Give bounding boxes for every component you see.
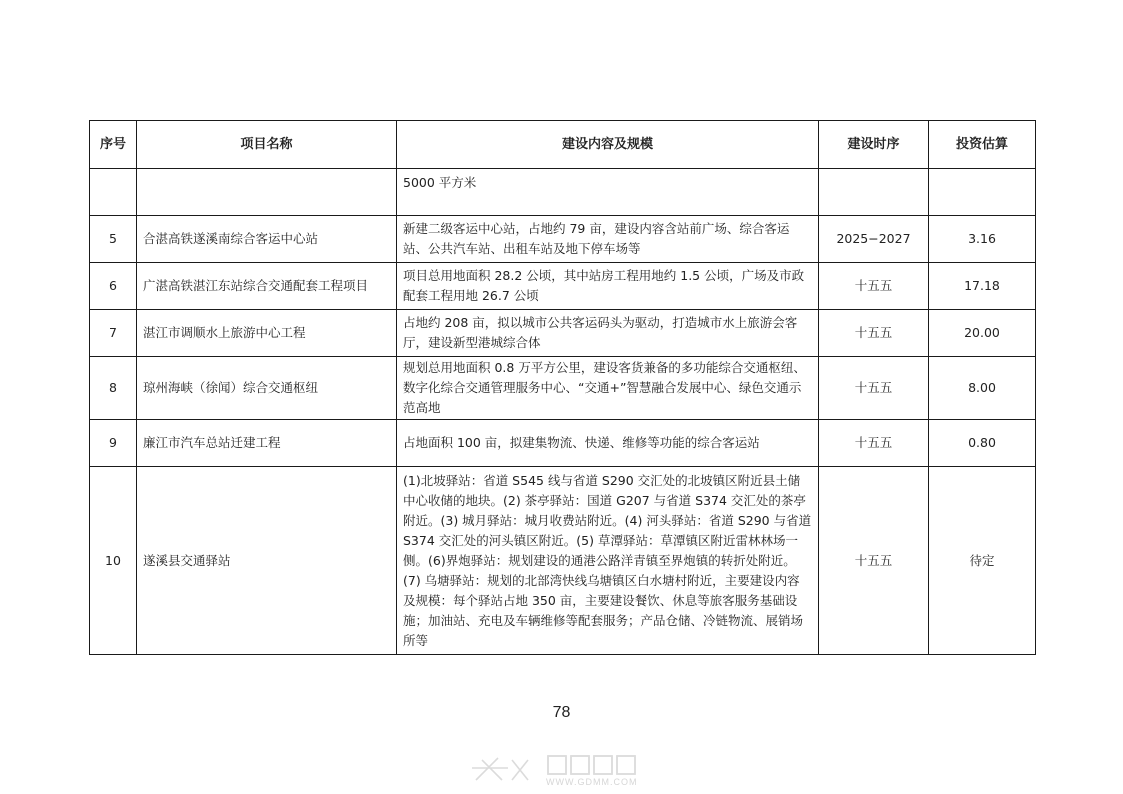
row-no: 6 bbox=[90, 263, 137, 310]
row-no: 8 bbox=[90, 357, 137, 420]
row-investment: 20.00 bbox=[929, 310, 1036, 357]
row-investment: 8.00 bbox=[929, 357, 1036, 420]
row-project-name: 廉江市汽车总站迁建工程 bbox=[137, 420, 397, 467]
header-content-scale: 建设内容及规模 bbox=[397, 121, 819, 169]
watermark-url: WWW.GDMM.COM bbox=[546, 777, 638, 787]
row-no: 7 bbox=[90, 310, 137, 357]
row-period: 十五五 bbox=[819, 263, 929, 310]
row-period: 十五五 bbox=[819, 420, 929, 467]
row-content: 5000 平方米 bbox=[397, 169, 819, 216]
row-project-name: 琼州海峡（徐闻）综合交通枢纽 bbox=[137, 357, 397, 420]
table-row bbox=[90, 357, 1036, 420]
row-investment: 17.18 bbox=[929, 263, 1036, 310]
row-investment bbox=[929, 169, 1036, 216]
table-header-row bbox=[90, 121, 1036, 169]
row-period: 十五五 bbox=[819, 357, 929, 420]
page-number: 78 bbox=[552, 704, 571, 721]
row-project-name: 湛江市调顺水上旅游中心工程 bbox=[137, 310, 397, 357]
row-project-name: 广湛高铁湛江东站综合交通配套工程项目 bbox=[137, 263, 397, 310]
row-content: 占地面积 100 亩，拟建集物流、快递、维修等功能的综合客运站 bbox=[397, 420, 819, 467]
row-no bbox=[90, 169, 137, 216]
project-table bbox=[89, 120, 1036, 655]
table-row bbox=[90, 216, 1036, 263]
row-investment: 待定 bbox=[929, 467, 1036, 655]
header-period: 建设时序 bbox=[819, 121, 929, 169]
row-period: 十五五 bbox=[819, 467, 929, 655]
row-project-name: 遂溪县交通驿站 bbox=[137, 467, 397, 655]
row-period bbox=[819, 169, 929, 216]
row-no: 10 bbox=[90, 467, 137, 655]
row-investment: 0.80 bbox=[929, 420, 1036, 467]
table-row bbox=[90, 310, 1036, 357]
watermark-logo bbox=[468, 750, 668, 790]
header-no: 序号 bbox=[90, 121, 137, 169]
row-content: 项目总用地面积 28.2 公顷，其中站房工程用地约 1.5 公顷，广场及市政配套工程用地 26.7 公顷 bbox=[397, 263, 819, 310]
row-project-name: 合湛高铁遂溪南综合客运中心站 bbox=[137, 216, 397, 263]
table-row bbox=[90, 467, 1036, 655]
row-no: 5 bbox=[90, 216, 137, 263]
row-period: 2025−2027 bbox=[819, 216, 929, 263]
row-no: 9 bbox=[90, 420, 137, 467]
header-investment: 投资估算 bbox=[929, 121, 1036, 169]
row-period: 十五五 bbox=[819, 310, 929, 357]
row-project-name bbox=[137, 169, 397, 216]
table-row bbox=[90, 420, 1036, 467]
header-project-name: 项目名称 bbox=[137, 121, 397, 169]
row-investment: 3.16 bbox=[929, 216, 1036, 263]
row-content: 规划总用地面积 0.8 万平方公里，建设客货兼备的多功能综合交通枢纽、数字化综合交通管理服务中心、“交通+”智慧融合发展中心、绿色交通示范高地 bbox=[397, 357, 819, 420]
row-content: 占地约 208 亩，拟以城市公共客运码头为驱动，打造城市水上旅游会客厅，建设新型港城综合体 bbox=[397, 310, 819, 357]
row-content: (1)北坡驿站：省道 S545 线与省道 S290 交汇处的北坡镇区附近县土储中心收储的地块。(2) 茶亭驿站：国道 G207 与省道 S374 交汇处的茶亭附近。(3) 城月驿站：城月收费站附近。(4) 河头驿站：省道 S290 与省道 S374 交汇处的河头镇区附近。(5) 草潭驿站：草潭镇区附近雷林林场一侧。(6)界炮驿站：规划建设的通港公路洋青镇至界炮镇的转折处附近。(7) 乌塘驿站：规划的北部湾快线乌塘镇区白水塘村附近，主要建设内容及规模：每个驿站占地 350 亩，主要建设餐饮、休息等旅客服务基础设施；加油站、充电及车辆维修等配套服务；产品仓储、冷链物流、展销场所等 bbox=[397, 467, 819, 655]
table-row bbox=[90, 263, 1036, 310]
table-row bbox=[90, 169, 1036, 216]
row-content: 新建二级客运中心站，占地约 79 亩，建设内容含站前广场、综合客运站、公共汽车站、出租车站及地下停车场等 bbox=[397, 216, 819, 263]
